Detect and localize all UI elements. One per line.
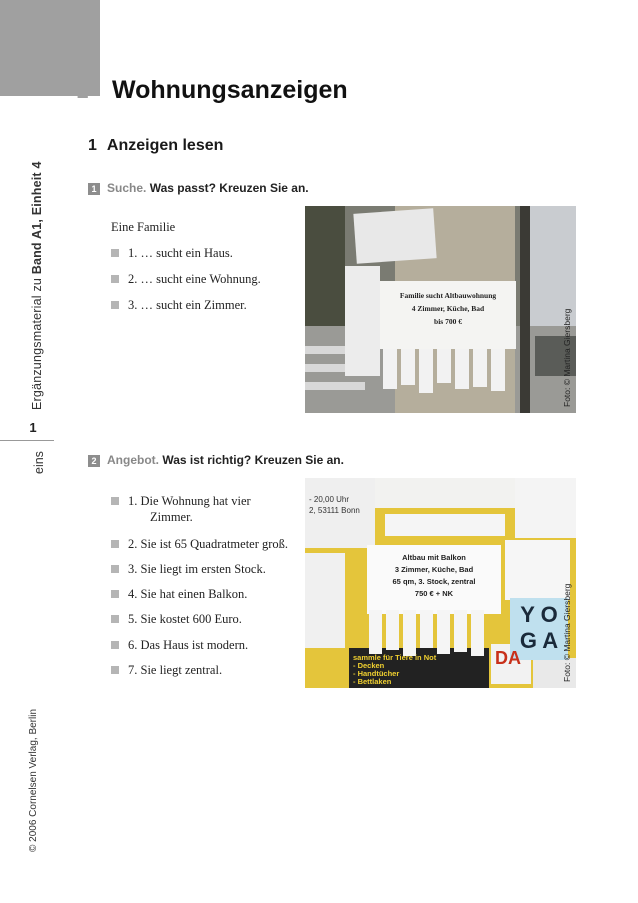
yoga-poster: Y O G A	[510, 598, 568, 660]
checkbox[interactable]	[111, 615, 119, 623]
task2-option-1[interactable]	[111, 493, 251, 525]
checkbox[interactable]	[111, 301, 119, 309]
sidebar-unit-number: 1	[29, 420, 37, 435]
checkbox[interactable]	[111, 497, 119, 505]
notice-paper-offer	[367, 545, 501, 614]
task1-option-2[interactable]	[111, 272, 261, 287]
handwritten-sign-line-2: - Decken	[353, 661, 385, 670]
checkbox[interactable]	[111, 666, 119, 674]
task1-heading	[88, 181, 309, 195]
checkbox[interactable]	[111, 249, 119, 257]
task1-option-3[interactable]	[111, 298, 247, 313]
task2-option-2[interactable]	[111, 537, 288, 552]
chapter-number: 4	[52, 27, 96, 115]
notice-offer-line-1: Altbau mit Balkon	[402, 553, 466, 562]
handwritten-sign-line-4: - Bettlaken	[353, 677, 392, 686]
section-heading	[88, 137, 223, 155]
offer-stamp-line-1: - 20,00 Uhr	[309, 495, 350, 504]
notice-search-line-3: bis 700 €	[434, 317, 462, 326]
task2-option-7-label: 7. Sie liegt zentral.	[128, 663, 223, 677]
task1-option-1-label: 1. … sucht ein Haus.	[128, 246, 233, 260]
task2-keyword: Angebot.	[107, 453, 159, 467]
task2-option-1-label: 1. Die Wohnung hat vier	[128, 494, 251, 508]
task2-option-3-label: 3. Sie liegt im ersten Stock.	[128, 562, 266, 576]
section-title: Anzeigen lesen	[106, 137, 224, 154]
notice-offer-tabs	[369, 610, 499, 654]
notice-offer-line-2: 3 Zimmer, Küche, Bad	[394, 565, 474, 574]
task2-option-4[interactable]	[111, 587, 247, 602]
task2-option-4-label: 4. Sie hat einen Balkon.	[128, 587, 248, 601]
task1-number-box: 1	[88, 183, 100, 195]
photo-notice-offer	[305, 478, 576, 688]
copyright-notice: © 2006 Cornelsen Verlag, Berlin	[28, 708, 39, 852]
task2-option-3[interactable]	[111, 562, 266, 577]
task1-option-3-label: 3. … sucht ein Zimmer.	[128, 298, 247, 312]
offer-stamp	[309, 494, 360, 516]
task1-option-2-label: 2. … sucht eine Wohnung.	[128, 272, 261, 286]
task1-keyword: Suche.	[107, 181, 147, 195]
sidebar-book-label	[30, 161, 44, 410]
sidebar-unit-word: eins	[32, 451, 46, 474]
task2-option-1-label-cont: Zimmer.	[150, 510, 193, 524]
handwritten-sign-line-1: sammle für Tiere in Not	[353, 653, 437, 662]
handwritten-sign	[353, 654, 436, 686]
task2-option-5-label: 5. Sie kostet 600 Euro.	[128, 612, 242, 626]
notice-paper-search	[380, 281, 516, 349]
notice-offer-line-4: 750 € + NK	[414, 589, 454, 598]
checkbox[interactable]	[111, 641, 119, 649]
checkbox[interactable]	[111, 590, 119, 598]
notice-offer-line-3: 65 qm, 3. Stock, zentral	[392, 577, 476, 586]
photo-credit-2: Foto: © Martina Giersberg	[562, 583, 572, 682]
section-number: 1	[88, 137, 97, 154]
task2-option-2-label: 2. Sie ist 65 Quadratmeter groß.	[128, 537, 289, 551]
task2-instruction: Was ist richtig? Kreuzen Sie an.	[162, 453, 344, 467]
photo-credit-1: Foto: © Martina Giersberg	[562, 308, 572, 407]
sidebar-book-label-bold: Band A1, Einheit 4	[30, 161, 44, 275]
task1-intro: Eine Familie	[111, 220, 176, 234]
photo-notice-search	[305, 206, 576, 413]
da-sign: DA	[495, 648, 521, 668]
handwritten-sign-line-3: - Handtücher	[353, 669, 400, 678]
offer-stamp-line-2: 2, 53111 Bonn	[309, 506, 360, 515]
task2-option-7[interactable]	[111, 663, 222, 678]
sidebar-divider	[0, 440, 54, 441]
checkbox[interactable]	[111, 275, 119, 283]
task1-instruction: Was passt? Kreuzen Sie an.	[149, 181, 309, 195]
checkbox[interactable]	[111, 540, 119, 548]
notice-search-line-2: 4 Zimmer, Küche, Bad	[411, 304, 485, 313]
checkbox[interactable]	[111, 565, 119, 573]
task2-number-box: 2	[88, 455, 100, 467]
task2-heading	[88, 453, 344, 467]
task1-option-1[interactable]	[111, 246, 233, 261]
sidebar-book-label-normal: Ergänzungsmaterial zu	[30, 274, 44, 410]
task2-option-6[interactable]	[111, 638, 248, 653]
task2-option-5[interactable]	[111, 612, 242, 627]
notice-search-tabs	[383, 349, 513, 389]
notice-search-line-1: Familie sucht Altbauwohnung	[399, 291, 497, 300]
task2-option-6-label: 6. Das Haus ist modern.	[128, 638, 249, 652]
chapter-title: Wohnungsanzeigen	[112, 76, 348, 104]
